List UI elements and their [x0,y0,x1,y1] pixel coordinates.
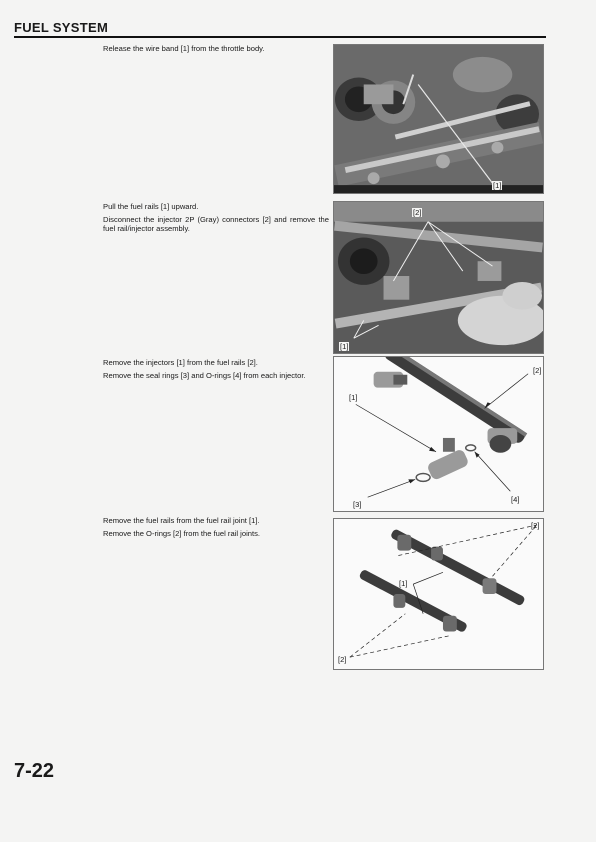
figure-1-photo [333,44,544,194]
figure-2-photo [333,201,544,354]
step-1-text [103,44,329,57]
step-3-paragraph-2: Remove the seal rings [3] and O-rings [4] from each injector. [103,370,306,380]
figure-3-callout-1: [1] [349,393,358,402]
figure-2-callout-1: [1] [340,342,349,351]
step-2-paragraph-2: Disconnect the injector 2P (Gray) connectors [2] and remove the fuel rail/injector assembly. [103,214,329,234]
figure-4-callout-2-top: [2] [531,521,540,530]
header-rule [14,36,546,38]
step-3-text [103,358,329,383]
step-4-text [103,516,329,541]
figure-3-callout-3: [3] [353,500,362,509]
step-4-paragraph-1: Remove the fuel rails from the fuel rail joint [1]. [103,516,260,525]
step-2-paragraph-1: Pull the fuel rails [1] upward. [103,202,199,211]
step-2-text [103,202,329,237]
injector-exploded-drawing [334,357,543,511]
figure-3-callout-4: [4] [511,495,520,504]
fuel-rail-joint-drawing [334,519,543,669]
page-number: 7-22 [14,760,55,782]
figure-2-callout-2: [2] [413,208,422,217]
step-3-paragraph-1: Remove the injectors [1] from the fuel rails [2]. [103,358,258,367]
figure-4-callout-2-bottom: [2] [338,655,347,664]
figure-3-drawing [333,356,544,512]
figure-4-drawing [333,518,544,670]
step-1-paragraph-1: Release the wire band [1] from the throttle body. [103,44,265,53]
figure-3-callout-2: [2] [533,366,542,375]
fuel-rail-assembly-photo [334,202,543,353]
section-title: FUEL SYSTEM [14,20,109,35]
step-4-paragraph-2: Remove the O-rings [2] from the fuel rail joints. [103,528,260,538]
figure-1-callout-1: [1] [493,181,502,190]
figure-4-callout-1: [1] [399,579,408,588]
throttle-body-photo [334,45,543,193]
